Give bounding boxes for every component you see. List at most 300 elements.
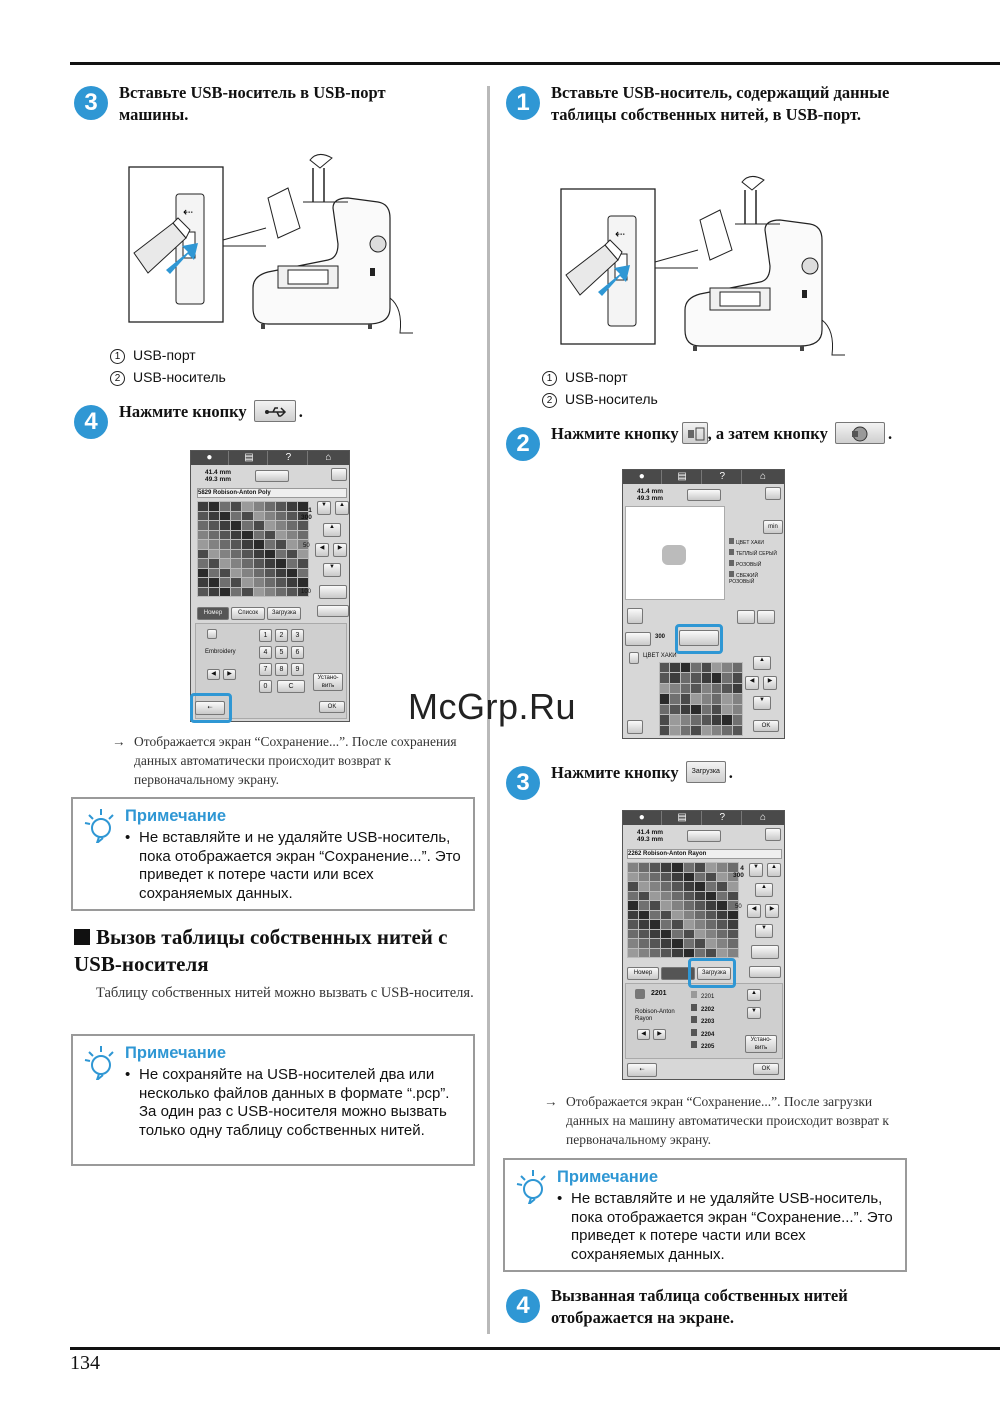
color-cell[interactable] bbox=[695, 863, 705, 872]
exit-button[interactable] bbox=[765, 487, 781, 500]
color-cell[interactable] bbox=[198, 521, 208, 530]
color-cell[interactable] bbox=[706, 892, 716, 901]
thread-color-item[interactable] bbox=[729, 560, 761, 568]
color-cell[interactable] bbox=[722, 715, 731, 724]
color-cell[interactable] bbox=[231, 521, 241, 530]
color-cell[interactable] bbox=[660, 673, 669, 682]
color-cell[interactable] bbox=[276, 559, 286, 568]
right-button[interactable]: ▶ bbox=[763, 676, 777, 690]
color-cell[interactable] bbox=[661, 901, 671, 910]
keypad-key[interactable]: 2 bbox=[275, 629, 288, 642]
color-cell[interactable] bbox=[712, 715, 721, 724]
color-cell[interactable] bbox=[670, 726, 679, 735]
color-cell[interactable] bbox=[287, 578, 297, 587]
color-cell[interactable] bbox=[733, 715, 742, 724]
back-button[interactable] bbox=[627, 720, 643, 734]
color-cell[interactable] bbox=[661, 863, 671, 872]
color-cell[interactable] bbox=[691, 715, 700, 724]
color-cell[interactable] bbox=[661, 873, 671, 882]
keypad-key[interactable]: 4 bbox=[259, 646, 272, 659]
color-cell[interactable] bbox=[298, 578, 308, 587]
right-button[interactable]: ▶ bbox=[765, 904, 779, 918]
color-cell[interactable] bbox=[702, 663, 711, 672]
color-cell[interactable] bbox=[661, 949, 671, 958]
color-cell[interactable] bbox=[717, 949, 727, 958]
up-button[interactable]: ▲ bbox=[753, 656, 771, 670]
thread-color-item[interactable] bbox=[729, 538, 764, 546]
color-cell[interactable] bbox=[684, 949, 694, 958]
color-cell[interactable] bbox=[706, 930, 716, 939]
color-cell[interactable] bbox=[231, 531, 241, 540]
color-cell[interactable] bbox=[728, 930, 738, 939]
color-cell[interactable] bbox=[702, 705, 711, 714]
color-cell[interactable] bbox=[717, 892, 727, 901]
color-cell[interactable] bbox=[254, 521, 264, 530]
color-cell[interactable] bbox=[670, 663, 679, 672]
color-cell[interactable] bbox=[706, 949, 716, 958]
color-cell[interactable] bbox=[684, 882, 694, 891]
color-cell[interactable] bbox=[276, 531, 286, 540]
color-cell[interactable] bbox=[650, 863, 660, 872]
color-cell[interactable] bbox=[722, 726, 731, 735]
left-button[interactable]: ◀ bbox=[315, 543, 329, 557]
transfer-button[interactable] bbox=[317, 605, 349, 617]
color-cell[interactable] bbox=[639, 930, 649, 939]
color-cell[interactable] bbox=[672, 949, 682, 958]
color-cell[interactable] bbox=[728, 949, 738, 958]
transfer-button[interactable] bbox=[749, 966, 781, 978]
color-cell[interactable] bbox=[298, 559, 308, 568]
color-cell[interactable] bbox=[265, 559, 275, 568]
tab-load[interactable]: Загрузка bbox=[697, 967, 731, 980]
tab-number[interactable]: Номер bbox=[627, 967, 659, 980]
color-cell[interactable] bbox=[691, 694, 700, 703]
color-cell[interactable] bbox=[691, 684, 700, 693]
color-cell[interactable] bbox=[231, 540, 241, 549]
color-cell[interactable] bbox=[220, 502, 230, 511]
color-cell[interactable] bbox=[660, 694, 669, 703]
color-cell[interactable] bbox=[254, 550, 264, 559]
sort-button[interactable] bbox=[757, 610, 775, 624]
color-cell[interactable] bbox=[684, 939, 694, 948]
color-cell[interactable] bbox=[650, 920, 660, 929]
color-cell[interactable] bbox=[712, 726, 721, 735]
color-cell[interactable] bbox=[298, 569, 308, 578]
color-cell[interactable] bbox=[728, 892, 738, 901]
color-cell[interactable] bbox=[660, 705, 669, 714]
color-cell[interactable] bbox=[220, 512, 230, 521]
color-cell[interactable] bbox=[220, 521, 230, 530]
color-cell[interactable] bbox=[702, 673, 711, 682]
color-cell[interactable] bbox=[684, 911, 694, 920]
thread-list-item[interactable] bbox=[691, 1029, 714, 1038]
color-cell[interactable] bbox=[265, 512, 275, 521]
keypad-key[interactable]: C bbox=[277, 680, 305, 693]
color-cell[interactable] bbox=[198, 512, 208, 521]
color-cell[interactable] bbox=[639, 892, 649, 901]
up-arrow-button[interactable]: ▲ bbox=[767, 863, 781, 877]
color-cell[interactable] bbox=[706, 882, 716, 891]
color-cell[interactable] bbox=[717, 939, 727, 948]
color-cell[interactable] bbox=[209, 502, 219, 511]
color-cell[interactable] bbox=[639, 863, 649, 872]
color-cell[interactable] bbox=[661, 930, 671, 939]
color-cell[interactable] bbox=[728, 920, 738, 929]
color-cell[interactable] bbox=[650, 949, 660, 958]
set-button[interactable]: Устано-вить bbox=[313, 673, 343, 691]
color-cell[interactable] bbox=[209, 559, 219, 568]
color-cell[interactable] bbox=[254, 578, 264, 587]
color-cell[interactable] bbox=[728, 911, 738, 920]
color-cell[interactable] bbox=[287, 521, 297, 530]
color-cell[interactable] bbox=[628, 911, 638, 920]
color-cell[interactable] bbox=[287, 588, 297, 597]
color-cell[interactable] bbox=[650, 892, 660, 901]
color-cell[interactable] bbox=[628, 892, 638, 901]
color-cell[interactable] bbox=[639, 882, 649, 891]
color-cell[interactable] bbox=[695, 920, 705, 929]
keypad-key[interactable]: 0 bbox=[259, 680, 272, 693]
color-cell[interactable] bbox=[712, 684, 721, 693]
color-cell[interactable] bbox=[660, 663, 669, 672]
up-arrow-button[interactable]: ▲ bbox=[335, 501, 349, 515]
color-cell[interactable] bbox=[722, 684, 731, 693]
color-cell[interactable] bbox=[242, 569, 252, 578]
color-cell[interactable] bbox=[706, 863, 716, 872]
up-button[interactable]: ▲ bbox=[323, 523, 341, 537]
color-cell[interactable] bbox=[702, 715, 711, 724]
color-cell[interactable] bbox=[209, 578, 219, 587]
color-cell[interactable] bbox=[639, 949, 649, 958]
color-cell[interactable] bbox=[650, 911, 660, 920]
color-cell[interactable] bbox=[722, 694, 731, 703]
color-cell[interactable] bbox=[660, 715, 669, 724]
thread-list-item[interactable] bbox=[691, 1016, 714, 1025]
color-cell[interactable] bbox=[298, 550, 308, 559]
color-cell[interactable] bbox=[684, 873, 694, 882]
list-up-button[interactable]: ▲ bbox=[747, 989, 761, 1001]
custom-thread-icon[interactable] bbox=[835, 422, 885, 444]
color-cell[interactable] bbox=[661, 939, 671, 948]
next-brand-button[interactable]: ▶ bbox=[223, 669, 236, 680]
color-cell[interactable] bbox=[717, 882, 727, 891]
color-cell[interactable] bbox=[650, 882, 660, 891]
color-cell[interactable] bbox=[254, 559, 264, 568]
color-cell[interactable] bbox=[695, 939, 705, 948]
color-cell[interactable] bbox=[695, 882, 705, 891]
color-cell[interactable] bbox=[672, 873, 682, 882]
color-cell[interactable] bbox=[684, 863, 694, 872]
color-cell[interactable] bbox=[672, 901, 682, 910]
color-cell[interactable] bbox=[265, 550, 275, 559]
color-cell[interactable] bbox=[691, 726, 700, 735]
exit-button[interactable] bbox=[331, 468, 347, 481]
color-cell[interactable] bbox=[681, 694, 690, 703]
color-cell[interactable] bbox=[198, 569, 208, 578]
down-arrow-button[interactable]: ▼ bbox=[317, 501, 331, 515]
color-cell[interactable] bbox=[220, 531, 230, 540]
tab-load[interactable]: Загрузка bbox=[267, 607, 301, 620]
tab-number[interactable]: Номер bbox=[197, 607, 229, 620]
next-brand-button[interactable]: ▶ bbox=[653, 1029, 666, 1040]
color-cell[interactable] bbox=[695, 930, 705, 939]
color-cell[interactable] bbox=[198, 588, 208, 597]
thread-color-item[interactable] bbox=[729, 571, 784, 585]
color-cell[interactable] bbox=[628, 873, 638, 882]
color-cell[interactable] bbox=[672, 920, 682, 929]
set-button[interactable]: Устано-вить bbox=[745, 1035, 777, 1053]
color-cell[interactable] bbox=[628, 863, 638, 872]
color-cell[interactable] bbox=[717, 920, 727, 929]
color-cell[interactable] bbox=[198, 531, 208, 540]
color-cell[interactable] bbox=[691, 705, 700, 714]
thread-list-item[interactable] bbox=[691, 991, 714, 1000]
color-cell[interactable] bbox=[706, 939, 716, 948]
keypad-key[interactable]: 9 bbox=[291, 663, 304, 676]
color-cell[interactable] bbox=[684, 901, 694, 910]
magnify-button[interactable] bbox=[627, 608, 643, 624]
thread-list-item[interactable] bbox=[691, 1041, 714, 1050]
color-cell[interactable] bbox=[220, 550, 230, 559]
color-cell[interactable] bbox=[209, 521, 219, 530]
keypad-key[interactable]: 8 bbox=[275, 663, 288, 676]
color-cell[interactable] bbox=[691, 673, 700, 682]
color-cell[interactable] bbox=[242, 588, 252, 597]
color-cell[interactable] bbox=[287, 559, 297, 568]
checkbox[interactable] bbox=[207, 629, 217, 639]
color-cell[interactable] bbox=[733, 673, 742, 682]
load-button-icon[interactable]: Загрузка bbox=[686, 761, 726, 783]
color-cell[interactable] bbox=[628, 930, 638, 939]
color-cell[interactable] bbox=[220, 569, 230, 578]
color-cell[interactable] bbox=[650, 901, 660, 910]
color-cell[interactable] bbox=[706, 901, 716, 910]
color-cell[interactable] bbox=[276, 502, 286, 511]
color-cell[interactable] bbox=[287, 512, 297, 521]
color-cell[interactable] bbox=[242, 559, 252, 568]
color-cell[interactable] bbox=[670, 705, 679, 714]
color-cell[interactable] bbox=[695, 901, 705, 910]
color-cell[interactable] bbox=[628, 901, 638, 910]
color-cell[interactable] bbox=[298, 521, 308, 530]
color-cell[interactable] bbox=[722, 663, 731, 672]
down-button[interactable]: ▼ bbox=[323, 563, 341, 577]
color-cell[interactable] bbox=[231, 550, 241, 559]
keypad-key[interactable]: 7 bbox=[259, 663, 272, 676]
color-cell[interactable] bbox=[661, 911, 671, 920]
color-cell[interactable] bbox=[650, 930, 660, 939]
color-cell[interactable] bbox=[254, 588, 264, 597]
color-chip-button[interactable] bbox=[625, 632, 651, 646]
color-cell[interactable] bbox=[728, 939, 738, 948]
color-cell[interactable] bbox=[639, 920, 649, 929]
color-cell[interactable] bbox=[712, 694, 721, 703]
sort-button[interactable] bbox=[737, 610, 755, 624]
list-down-button[interactable]: ▼ bbox=[747, 1007, 761, 1019]
color-cell[interactable] bbox=[702, 684, 711, 693]
color-cell[interactable] bbox=[712, 663, 721, 672]
color-cell[interactable] bbox=[628, 949, 638, 958]
color-cell[interactable] bbox=[681, 726, 690, 735]
color-cell[interactable] bbox=[265, 531, 275, 540]
color-cell[interactable] bbox=[681, 673, 690, 682]
keypad-key[interactable]: 3 bbox=[291, 629, 304, 642]
color-cell[interactable] bbox=[639, 939, 649, 948]
color-cell[interactable] bbox=[733, 705, 742, 714]
color-cell[interactable] bbox=[695, 892, 705, 901]
ok-button[interactable]: OK bbox=[319, 701, 345, 713]
color-cell[interactable] bbox=[287, 540, 297, 549]
color-cell[interactable] bbox=[198, 559, 208, 568]
color-cell[interactable] bbox=[650, 939, 660, 948]
color-cell[interactable] bbox=[209, 569, 219, 578]
color-cell[interactable] bbox=[706, 920, 716, 929]
thread-color-item[interactable] bbox=[729, 549, 777, 557]
up-button[interactable]: ▲ bbox=[755, 883, 773, 897]
color-cell[interactable] bbox=[276, 588, 286, 597]
color-cell[interactable] bbox=[684, 920, 694, 929]
color-cell[interactable] bbox=[672, 863, 682, 872]
color-cell[interactable] bbox=[287, 550, 297, 559]
color-cell[interactable] bbox=[209, 550, 219, 559]
color-cell[interactable] bbox=[242, 531, 252, 540]
usb-icon[interactable] bbox=[254, 400, 296, 422]
color-cell[interactable] bbox=[733, 694, 742, 703]
color-cell[interactable] bbox=[231, 512, 241, 521]
color-cell[interactable] bbox=[265, 502, 275, 511]
color-cell[interactable] bbox=[733, 663, 742, 672]
color-cell[interactable] bbox=[717, 930, 727, 939]
color-cell[interactable] bbox=[722, 705, 731, 714]
color-cell[interactable] bbox=[712, 673, 721, 682]
color-cell[interactable] bbox=[231, 569, 241, 578]
color-cell[interactable] bbox=[717, 873, 727, 882]
color-cell[interactable] bbox=[681, 663, 690, 672]
eraser-button[interactable] bbox=[319, 585, 347, 599]
color-cell[interactable] bbox=[231, 588, 241, 597]
thread-list-item[interactable] bbox=[691, 1004, 714, 1013]
color-cell[interactable] bbox=[661, 892, 671, 901]
color-cell[interactable] bbox=[231, 578, 241, 587]
keypad-key[interactable]: 5 bbox=[275, 646, 288, 659]
color-cell[interactable] bbox=[265, 569, 275, 578]
color-cell[interactable] bbox=[681, 705, 690, 714]
eraser-button[interactable] bbox=[751, 945, 779, 959]
color-cell[interactable] bbox=[231, 559, 241, 568]
color-cell[interactable] bbox=[628, 882, 638, 891]
color-cell[interactable] bbox=[639, 901, 649, 910]
color-cell[interactable] bbox=[198, 540, 208, 549]
color-cell[interactable] bbox=[706, 911, 716, 920]
usb-button[interactable]: ⇠ bbox=[195, 701, 225, 715]
color-cell[interactable] bbox=[198, 550, 208, 559]
color-cell[interactable] bbox=[628, 939, 638, 948]
color-cell[interactable] bbox=[265, 540, 275, 549]
color-cell[interactable] bbox=[691, 663, 700, 672]
down-button[interactable]: ▼ bbox=[755, 924, 773, 938]
color-cell[interactable] bbox=[628, 920, 638, 929]
prev-brand-button[interactable]: ◀ bbox=[637, 1029, 650, 1040]
color-cell[interactable] bbox=[220, 559, 230, 568]
color-cell[interactable] bbox=[681, 684, 690, 693]
color-cell[interactable] bbox=[728, 882, 738, 891]
color-cell[interactable] bbox=[672, 911, 682, 920]
color-cell[interactable] bbox=[298, 531, 308, 540]
color-cell[interactable] bbox=[254, 512, 264, 521]
color-cell[interactable] bbox=[242, 550, 252, 559]
color-cell[interactable] bbox=[672, 930, 682, 939]
color-cell[interactable] bbox=[254, 540, 264, 549]
color-cell[interactable] bbox=[660, 726, 669, 735]
color-cell[interactable] bbox=[242, 540, 252, 549]
color-cell[interactable] bbox=[242, 578, 252, 587]
color-cell[interactable] bbox=[276, 512, 286, 521]
color-cell[interactable] bbox=[198, 502, 208, 511]
color-cell[interactable] bbox=[706, 873, 716, 882]
left-button[interactable]: ◀ bbox=[747, 904, 761, 918]
color-cell[interactable] bbox=[717, 901, 727, 910]
color-cell[interactable] bbox=[661, 882, 671, 891]
color-cell[interactable] bbox=[265, 578, 275, 587]
color-cell[interactable] bbox=[661, 920, 671, 929]
color-cell[interactable] bbox=[672, 882, 682, 891]
color-cell[interactable] bbox=[639, 911, 649, 920]
down-arrow-button[interactable]: ▼ bbox=[749, 863, 763, 877]
color-cell[interactable] bbox=[276, 540, 286, 549]
ok-button[interactable]: OK bbox=[753, 720, 779, 732]
color-cell[interactable] bbox=[702, 694, 711, 703]
color-cell[interactable] bbox=[220, 588, 230, 597]
color-cell[interactable] bbox=[733, 684, 742, 693]
min-button[interactable]: min bbox=[763, 520, 783, 534]
color-cell[interactable] bbox=[265, 521, 275, 530]
color-cell[interactable] bbox=[209, 512, 219, 521]
color-cell[interactable] bbox=[287, 569, 297, 578]
color-cell[interactable] bbox=[672, 939, 682, 948]
color-cell[interactable] bbox=[209, 588, 219, 597]
color-cell[interactable] bbox=[650, 873, 660, 882]
tab-list[interactable]: Список bbox=[231, 607, 265, 620]
color-cell[interactable] bbox=[670, 694, 679, 703]
color-cell[interactable] bbox=[695, 949, 705, 958]
color-cell[interactable] bbox=[712, 705, 721, 714]
color-cell[interactable] bbox=[695, 911, 705, 920]
color-cell[interactable] bbox=[265, 588, 275, 597]
color-cell[interactable] bbox=[231, 502, 241, 511]
color-cell[interactable] bbox=[276, 550, 286, 559]
color-cell[interactable] bbox=[254, 531, 264, 540]
color-cell[interactable] bbox=[670, 673, 679, 682]
color-cell[interactable] bbox=[276, 578, 286, 587]
thread-palette-icon[interactable] bbox=[682, 422, 708, 444]
color-cell[interactable] bbox=[209, 531, 219, 540]
color-cell[interactable] bbox=[254, 502, 264, 511]
color-cell[interactable] bbox=[681, 715, 690, 724]
color-cell[interactable] bbox=[198, 578, 208, 587]
color-cell[interactable] bbox=[670, 684, 679, 693]
color-cell[interactable] bbox=[242, 512, 252, 521]
color-cell[interactable] bbox=[670, 715, 679, 724]
color-cell[interactable] bbox=[287, 531, 297, 540]
color-cell[interactable] bbox=[242, 521, 252, 530]
color-cell[interactable] bbox=[684, 892, 694, 901]
color-cell[interactable] bbox=[220, 540, 230, 549]
color-cell[interactable] bbox=[717, 863, 727, 872]
color-cell[interactable] bbox=[276, 521, 286, 530]
color-cell[interactable] bbox=[242, 502, 252, 511]
color-cell[interactable] bbox=[254, 569, 264, 578]
usb-button[interactable]: ⇠ bbox=[627, 1063, 657, 1077]
